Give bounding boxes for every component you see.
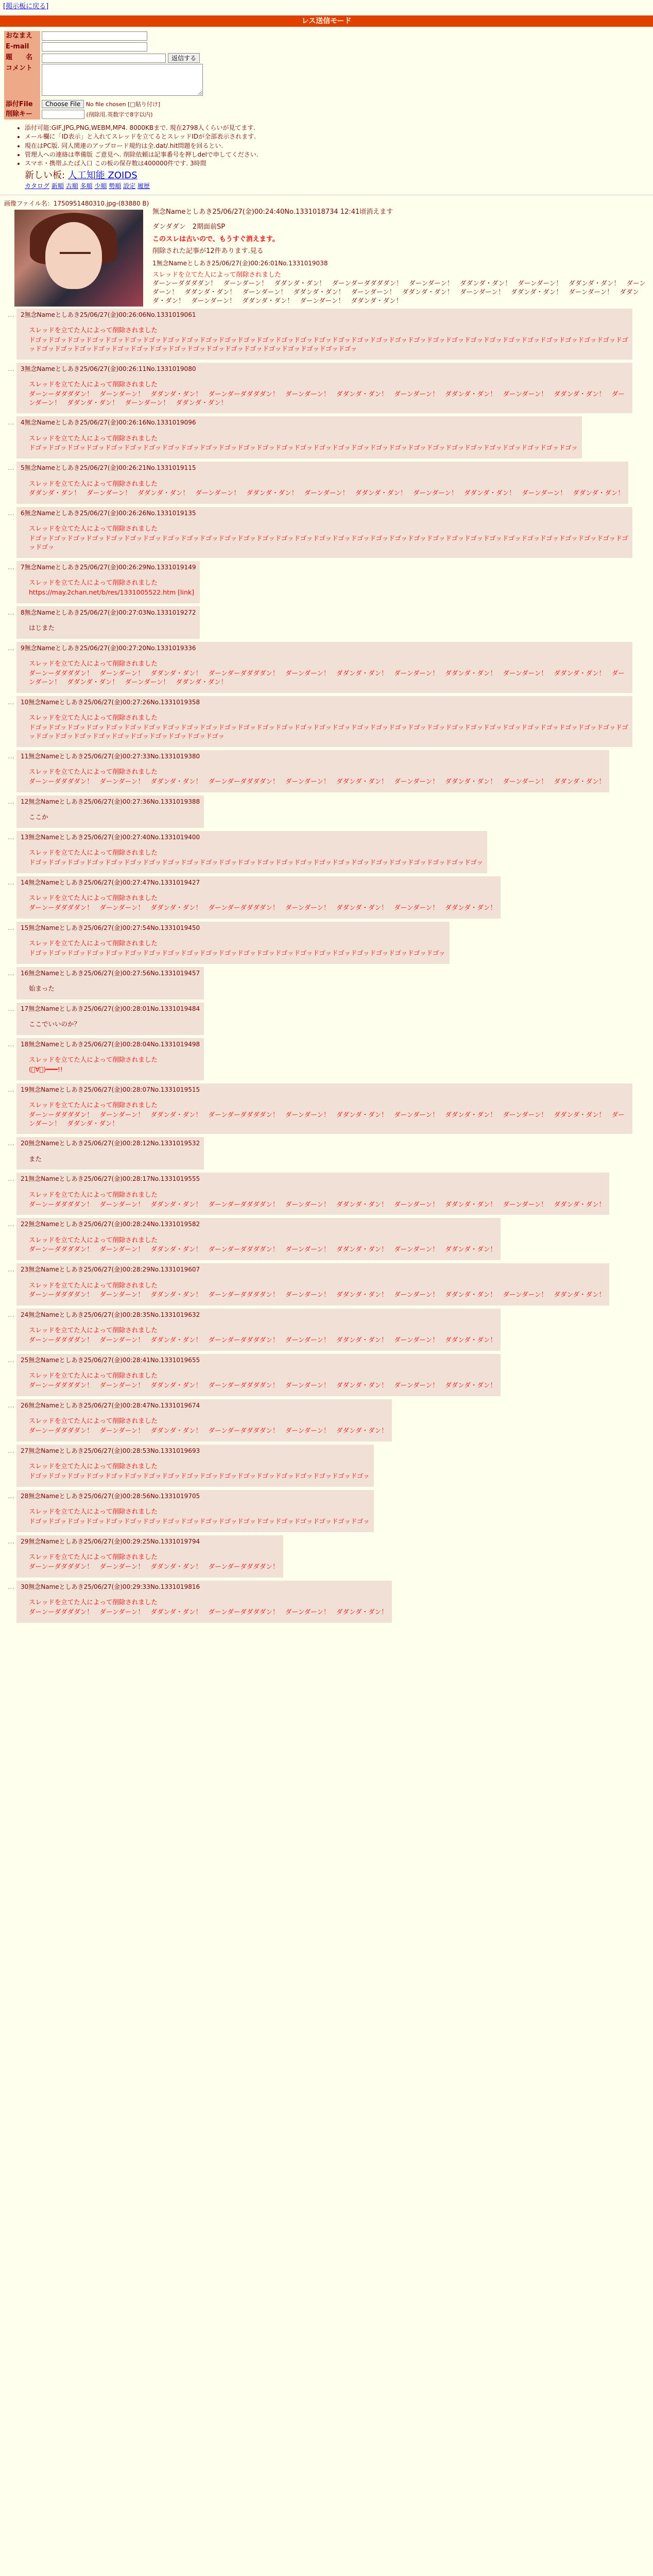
- reply-text: ダーンーダダダダン！ ダーンダーン！ ダダンダ・ダン！ ダーンダーダダダダン！ ダーンダーン！ ダダンダ・ダン！ ダーンダーン！ ダダンダ・ダン！: [29, 1336, 497, 1344]
- rule-item: • 現在はPC版. 同人関連のアップロード規約は全.dat/.hit問題を回るとい.: [25, 142, 653, 150]
- reply-body: [29, 1417, 388, 1435]
- reply-meta[interactable]: 13無念Nameとしあき25/06/27(金)00:27:40No.1331019400: [21, 833, 200, 841]
- deleted-note: スレッドを立てた人によって削除されました: [29, 659, 158, 668]
- reply-body: [29, 939, 445, 958]
- reply-text: ドゴッドゴッドゴッドゴッドゴッドゴッドゴッドゴッドゴッドゴッドゴッドゴッドゴッドゴッドゴッドゴッドゴッドゴッドゴッドゴッドゴッドゴッ: [29, 948, 445, 957]
- reply-indent: …: [8, 798, 14, 806]
- reply-post: [16, 876, 501, 919]
- sort-few-link[interactable]: 少順: [94, 182, 107, 190]
- rule-item: • メール欄に「ID表示」と入れてスレッドを立てるとスレッドIDが全部表示されます.: [25, 132, 653, 141]
- reply-post: [16, 831, 487, 873]
- deleted-note: スレッドを立てた人によって削除されました: [29, 1281, 158, 1289]
- reply-text: ダダンダ・ダン！ ダーンダーン！ ダダンダ・ダン！ ダーンダーン！ ダダンダ・ダン！ ダーンダーン！ ダダンダ・ダン！ ダーンダーン！ ダダンダ・ダン！ ダーンダーン！ ダダンダ・ダン！: [29, 489, 625, 497]
- comment-textarea[interactable]: [42, 64, 203, 96]
- reply-meta[interactable]: 23無念Nameとしあき25/06/27(金)00:28:29No.1331019607: [21, 1266, 200, 1274]
- reply-post: [16, 750, 609, 792]
- reply-row: [4, 1354, 649, 1396]
- reply-text: ダーンーダダダダン！ ダーンダーン！ ダダンダ・ダン！ ダーンダーダダダダン！ ダーンダーン！ ダダンダ・ダン！ ダーンダーン！ ダダンダ・ダン！ ダーンダーン！ ダダンダ・ダン！: [29, 777, 606, 785]
- reply-body: [29, 1155, 200, 1164]
- reply-post: [16, 1003, 204, 1035]
- reply-meta[interactable]: 12無念Nameとしあき25/06/27(金)00:27:36No.1331019388: [21, 798, 200, 805]
- reply-post: [16, 642, 632, 693]
- reply-row: [4, 1535, 649, 1578]
- reply-body: [29, 1101, 628, 1128]
- reply-meta[interactable]: 20無念Nameとしあき25/06/27(金)00:28:12No.1331019532: [21, 1140, 200, 1147]
- reply-meta[interactable]: 18無念Nameとしあき25/06/27(金)00:28:04No.1331019498: [21, 1040, 200, 1048]
- reply-row: [4, 1137, 649, 1170]
- reply-indent: …: [8, 924, 14, 932]
- email-label: E-mail: [4, 42, 40, 53]
- reply-indent: …: [8, 510, 14, 518]
- reply-post: [16, 922, 450, 964]
- reply-post: [16, 462, 628, 504]
- reply-post: [16, 1083, 632, 1134]
- reply-post: [16, 1263, 609, 1306]
- reply-indent: …: [8, 1447, 14, 1455]
- deleted-note: スレッドを立てた人によって削除されました: [29, 524, 158, 533]
- reply-row: [4, 1173, 649, 1215]
- history-link[interactable]: 履歴: [137, 182, 150, 190]
- reply-meta[interactable]: 10無念Nameとしあき25/06/27(金)00:27:26No.1331019358: [21, 698, 200, 706]
- op-first-reply-meta: 1無念Nameとしあき25/06/27(金)00:26:01No.1331019038: [152, 259, 328, 267]
- op-expiry: 12:41頃消えます: [340, 208, 393, 216]
- reply-meta[interactable]: 24無念Nameとしあき25/06/27(金)00:28:35No.1331019632: [21, 1311, 200, 1319]
- reply-meta[interactable]: 7無念Nameとしあき25/06/27(金)00:26:29No.1331019149: [21, 564, 196, 571]
- reply-list: [4, 309, 649, 1623]
- reply-row: [4, 309, 649, 360]
- deleted-note: スレッドを立てた人によって削除されました: [29, 1462, 158, 1470]
- reply-text: ダーンーダダダダン！ ダーンダーン！ ダダンダ・ダン！ ダーンダーダダダダン！ ダーンダーン！ ダダンダ・ダン！ ダーンダーン！ ダダンダ・ダン！ ダーンダーン！ ダダンダ・ダン！ ダーンダーン！ ダダンダ・ダン！ ダーンダーン！ ダダンダ・ダン！ ダーンダーン！ ダダンダ・ダン！ ダーンダーン！ ダダンダ・ダン！ ダーンダーン！ ダダンダ・ダン！ ダーンダーン！ ダダンダ・ダン！: [152, 279, 646, 304]
- sort-many-link[interactable]: 多順: [80, 182, 93, 190]
- reply-indent: …: [8, 464, 14, 472]
- email-input[interactable]: [42, 42, 147, 52]
- reply-text: ダーンーダダダダン！ ダーンダーン！ ダダンダ・ダン！ ダーンダーダダダダン！ ダーンダーン！ ダダンダ・ダン！ ダーンダーン！ ダダンダ・ダン！: [29, 1245, 497, 1253]
- deleted-note: スレッドを立てた人によって削除されました: [29, 714, 158, 722]
- reply-meta[interactable]: 19無念Nameとしあき25/06/27(金)00:28:07No.1331019515: [21, 1086, 200, 1093]
- reply-body: [29, 985, 200, 993]
- op-warning: このスレは古いので、もうすぐ消えます。: [152, 235, 279, 243]
- reply-indent: …: [8, 645, 14, 653]
- new-board-link[interactable]: 人工知能 ZOIDS: [67, 170, 138, 181]
- reply-row: [4, 967, 649, 999]
- reply-post: [16, 696, 632, 747]
- reply-post: [16, 1490, 374, 1532]
- reply-text: ドゴッドゴッドゴッドゴッドゴッドゴッドゴッドゴッドゴッドゴッドゴッドゴッドゴッドゴッドゴッドゴッドゴッドゴッドゴッドゴッドゴッドゴッドゴッドゴッドゴッドゴッドゴッドゴッドゴッドゴッドゴッドゴッドゴッドゴッドゴッドゴッドゴッドゴッドゴッドゴッドゴッドゴッドゴッドゴッドゴッドゴッドゴッドゴッドゴッ: [29, 335, 628, 352]
- rule-item: • 管理人への連絡は準備版 ご意見へ. 削除依頼は記事番号を押しdelで申してください.: [25, 150, 653, 159]
- back-to-board-link[interactable]: [掲示板に戻る]: [3, 3, 49, 10]
- reply-text: ダーンーダダダダン！ ダーンダーン！ ダダンダ・ダン！ ダーンダーダダダダン！ ダーンダーン！ ダダンダ・ダン！ ダーンダーン！ ダダンダ・ダン！ ダーンダーン！ ダダンダ・ダン！: [29, 1291, 606, 1299]
- reply-meta[interactable]: 29無念Nameとしあき25/06/27(金)00:29:25No.1331019794: [21, 1537, 200, 1545]
- reply-post: [16, 309, 632, 360]
- reply-row: [4, 750, 649, 792]
- reply-meta[interactable]: 17無念Nameとしあき25/06/27(金)00:28:01No.1331019484: [21, 1005, 200, 1012]
- reply-indent: …: [8, 1086, 14, 1094]
- reply-body: [29, 524, 628, 552]
- reply-body: [29, 1326, 496, 1345]
- op-body-line: ダンダダン 2期面前SP: [152, 223, 226, 231]
- reply-row: [4, 1445, 649, 1487]
- op-meta: 無念Nameとしあき25/06/27(金)00:24:40No.1331018734: [152, 208, 338, 216]
- deleted-note: スレッドを立てた人によって削除されました: [29, 767, 158, 775]
- reply-body: [29, 714, 628, 741]
- file-label: 添付File: [4, 99, 40, 110]
- reply-row: [4, 876, 649, 919]
- reply-post: [16, 561, 200, 603]
- reply-text: ダーンーダダダダン！ ダーンダーン！ ダダンダ・ダン！ ダーンダーダダダダン！ ダーンダーン！ ダダンダ・ダン！: [29, 1607, 388, 1616]
- reply-indent: …: [8, 833, 14, 841]
- reply-text: ここでいいのか？: [29, 1020, 81, 1028]
- reply-text: ドゴッドゴッドゴッドゴッドゴッドゴッドゴッドゴッドゴッドゴッドゴッドゴッドゴッドゴッドゴッドゴッドゴッドゴッドゴッドゴッドゴッドゴッドゴッドゴッドゴッドゴッドゴッドゴッドゴッドゴッドゴッドゴッドゴッドゴッドゴッドゴッドゴッドゴッドゴッドゴッドゴッドゴッ: [29, 723, 628, 740]
- reply-row: [4, 696, 649, 747]
- reply-row: [4, 1218, 649, 1260]
- name-input[interactable]: [42, 31, 147, 41]
- reply-body: [29, 1056, 200, 1074]
- deleted-note: スレッドを立てた人によって削除されました: [29, 1326, 158, 1334]
- reply-body: [29, 813, 200, 822]
- paint-checkbox[interactable]: [□貼り付け]: [128, 100, 161, 108]
- reply-text: ダーンーダダダダン！ ダーンダーン！ ダダンダ・ダン！ ダーンダーダダダダン！ ダーンダーン！ ダダンダ・ダン！ ダーンダーン！ ダダンダ・ダン！: [29, 1381, 497, 1389]
- reply-post: [16, 967, 204, 999]
- reply-indent: …: [8, 1005, 14, 1013]
- comment-label: コメント: [4, 63, 40, 99]
- reply-body: [29, 1553, 279, 1571]
- reply-indent: …: [8, 1140, 14, 1148]
- deleted-note: スレッドを立てた人によって削除されました: [29, 1055, 158, 1063]
- reply-text: ダーンーダダダダン！ ダーンダーン！ ダダンダ・ダン！ ダーンダーダダダダン！ ダーンダーン！ ダダンダ・ダン！ ダーンダーン！ ダダンダ・ダン！: [29, 903, 497, 911]
- deleted-note: スレッドを立てた人によって削除されました: [29, 434, 158, 442]
- reply-meta[interactable]: 11無念Nameとしあき25/06/27(金)00:27:33No.1331019380: [21, 752, 200, 760]
- rule-item: • 添付可能:GIF,JPG,PNG,WEBM,MP4. 8000KBまで. 現在2798人くらいが見てます.: [25, 124, 653, 132]
- deleted-note: スレッドを立てた人によって削除されました: [29, 1507, 158, 1516]
- reply-indent: …: [8, 1402, 14, 1410]
- reply-indent: …: [8, 609, 14, 617]
- choose-file-button[interactable]: Choose File: [42, 100, 84, 108]
- reply-row: [4, 1399, 649, 1442]
- deleted-note: スレッドを立てた人によって削除されました: [29, 1371, 158, 1380]
- reply-row: [4, 1038, 649, 1080]
- reply-body: [29, 1507, 370, 1526]
- reply-text: 始まった: [29, 984, 55, 992]
- reply-text: (ﾟ∀ﾟ)━━━!!: [29, 1065, 63, 1073]
- catalog-links: [25, 182, 653, 190]
- reply-row: [4, 1263, 649, 1306]
- op-image-eyes: [60, 252, 91, 260]
- reply-meta[interactable]: 21無念Nameとしあき25/06/27(金)00:28:17No.1331019555: [21, 1175, 200, 1183]
- reply-text: ダーンーダダダダン！ ダーンダーン！ ダダンダ・ダン！ ダーンダーダダダダン！: [29, 1563, 279, 1571]
- reply-text: https://may.2chan.net/b/res/1331005522.htm [link]: [29, 588, 195, 597]
- post-form: [4, 31, 204, 120]
- reply-post: [16, 507, 632, 558]
- deleted-note: スレッドを立てた人によって削除されました: [29, 380, 158, 388]
- reply-post: [16, 1038, 204, 1080]
- reply-meta[interactable]: 2無念Nameとしあき25/06/27(金)00:26:06No.1331019061: [21, 311, 196, 318]
- reply-indent: …: [8, 969, 14, 977]
- reply-indent: …: [8, 311, 14, 319]
- reply-indent: …: [8, 1357, 14, 1365]
- op-image[interactable]: [14, 210, 143, 307]
- reply-post: [16, 1309, 501, 1351]
- new-board: [25, 170, 653, 182]
- reply-body: [29, 1598, 388, 1617]
- reply-text: ここか: [29, 812, 48, 821]
- reply-text: ダーンーダダダダン！ ダーンダーン！ ダダンダ・ダン！ ダーンダーダダダダン！ ダーンダーン！ ダダンダ・ダン！ ダーンダーン！ ダダンダ・ダン！ ダーンダーン！ ダダンダ・ダン！: [29, 1200, 606, 1208]
- reply-body: [29, 768, 605, 786]
- reply-row: [4, 1581, 649, 1623]
- reply-indent: …: [8, 1221, 14, 1229]
- reply-body: [29, 1020, 200, 1029]
- reply-post: [16, 1354, 501, 1396]
- reply-row: [4, 561, 649, 603]
- reply-body: [29, 849, 483, 867]
- reply-meta[interactable]: 25無念Nameとしあき25/06/27(金)00:28:41No.1331019655: [21, 1357, 200, 1364]
- reply-post: [16, 1445, 374, 1487]
- reply-indent: …: [8, 878, 14, 887]
- deleted-note: スレッドを立てた人によって削除されました: [29, 1598, 158, 1606]
- deleted-note: スレッドを立てた人によって削除されました: [29, 1190, 158, 1198]
- reply-indent: …: [8, 365, 14, 373]
- reply-indent: …: [8, 1493, 14, 1501]
- submit-button[interactable]: 返信する: [168, 53, 200, 63]
- reply-indent: …: [8, 1175, 14, 1183]
- reply-text: はじまた: [29, 624, 55, 632]
- reply-post: [16, 795, 204, 828]
- sort-old-link[interactable]: 古順: [65, 182, 78, 190]
- reply-meta[interactable]: 8無念Nameとしあき25/06/27(金)00:27:03No.1331019272: [21, 609, 196, 617]
- reply-indent: …: [8, 419, 14, 427]
- reply-body: [29, 480, 624, 498]
- password-note: (削除用.英数字で8字以内): [86, 111, 153, 118]
- reply-meta[interactable]: 15無念Nameとしあき25/06/27(金)00:27:54No.1331019450: [21, 924, 200, 931]
- reply-row: [4, 1309, 649, 1351]
- reply-text: ダーンーダダダダン！ ダーンダーン！ ダダンダ・ダン！ ダーンダーダダダダン！ ダーンダーン！ ダダンダ・ダン！: [29, 1427, 388, 1435]
- thread: [0, 199, 653, 1623]
- reply-text: ダーンーダダダダン！ ダーンダーン！ ダダンダ・ダン！ ダーンダーダダダダン！ ダーンダーン！ ダダンダ・ダン！ ダーンダーン！ ダダンダ・ダン！ ダーンダーン！ ダダンダ・ダン！ ダーンダーン！ ダダンダ・ダン！ ダーンダーン！ ダダンダ・ダン！: [29, 389, 625, 406]
- reply-meta[interactable]: 5無念Nameとしあき25/06/27(金)00:26:21No.1331019115: [21, 464, 196, 472]
- reply-meta[interactable]: 16無念Nameとしあき25/06/27(金)00:27:56No.1331019457: [21, 969, 200, 977]
- reply-post: [16, 416, 582, 459]
- op-file-line[interactable]: 画像ファイル名：1750951480310.jpg-(83880 B): [4, 199, 149, 207]
- subject-input[interactable]: [42, 54, 166, 63]
- reply-row: [4, 416, 649, 459]
- reply-body: [29, 1191, 605, 1209]
- rules-list: [25, 124, 653, 167]
- reply-indent: …: [8, 752, 14, 760]
- reply-post: [16, 1581, 392, 1623]
- reply-body: [29, 1281, 605, 1300]
- reply-indent: …: [8, 1537, 14, 1546]
- reply-indent: …: [8, 1311, 14, 1319]
- reply-meta[interactable]: 22無念Nameとしあき25/06/27(金)00:28:24No.1331019582: [21, 1221, 200, 1228]
- reply-row: [4, 606, 649, 639]
- reply-row: [4, 1490, 649, 1532]
- reply-text: ドゴッドゴッドゴッドゴッドゴッドゴッドゴッドゴッドゴッドゴッドゴッドゴッドゴッドゴッドゴッドゴッドゴッドゴッ: [29, 1517, 370, 1526]
- reply-post: [16, 606, 200, 639]
- file-status: No file chosen: [85, 100, 126, 108]
- reply-meta[interactable]: 6無念Nameとしあき25/06/27(金)00:26:26No.1331019135: [21, 510, 196, 517]
- reply-body: [29, 380, 628, 408]
- reply-row: [4, 642, 649, 693]
- reply-text: ドゴッドゴッドゴッドゴッドゴッドゴッドゴッドゴッドゴッドゴッドゴッドゴッドゴッドゴッドゴッドゴッドゴッドゴッドゴッドゴッドゴッドゴッドゴッドゴッ: [29, 858, 484, 866]
- settings-link[interactable]: 設定: [123, 182, 136, 190]
- sort-momentum-link[interactable]: 勢順: [109, 182, 122, 190]
- new-board-label: 新しい板:: [25, 170, 65, 181]
- deleted-note: スレッドを立てた人によって削除されました: [29, 1235, 158, 1244]
- reply-meta[interactable]: 3無念Nameとしあき25/06/27(金)00:26:11No.1331019080: [21, 365, 196, 372]
- mode-bar: レス送信モード: [0, 15, 653, 27]
- reply-indent: …: [8, 698, 14, 706]
- reply-indent: …: [8, 564, 14, 572]
- reply-row: [4, 922, 649, 964]
- reply-text: ダーンーダダダダン！ ダーンダーン！ ダダンダ・ダン！ ダーンダーダダダダン！ ダーンダーン！ ダダンダ・ダン！ ダーンダーン！ ダダンダ・ダン！ ダーンダーン！ ダダンダ・ダン！ ダーンダーン！ ダダンダ・ダン！ ダーンダーン！ ダダンダ・ダン！: [29, 669, 625, 686]
- reply-text: ドゴッドゴッドゴッドゴッドゴッドゴッドゴッドゴッドゴッドゴッドゴッドゴッドゴッドゴッドゴッドゴッドゴッドゴッ: [29, 1472, 370, 1480]
- reply-post: [16, 1137, 204, 1170]
- reply-meta[interactable]: 30無念Nameとしあき25/06/27(金)00:29:33No.1331019816: [21, 1583, 200, 1590]
- catalog-link[interactable]: カタログ: [25, 182, 50, 190]
- reply-meta[interactable]: 27無念Nameとしあき25/06/27(金)00:28:53No.1331019693: [21, 1447, 200, 1455]
- reply-row: [4, 795, 649, 828]
- deleted-note: スレッドを立てた人によって削除されました: [29, 1417, 158, 1425]
- reply-post: [16, 363, 632, 414]
- reply-body: [29, 434, 578, 453]
- deleted-note: スレッドを立てた人によって削除されました: [29, 1553, 158, 1561]
- reply-post: [16, 1173, 609, 1215]
- deleted-note: スレッドを立てた人によって削除されました: [29, 893, 158, 902]
- deleted-note: スレッドを立てた人によって削除されました: [29, 1100, 158, 1109]
- deleted-note: スレッドを立てた人によって削除されました: [29, 579, 158, 587]
- reply-meta[interactable]: 28無念Nameとしあき25/06/27(金)00:28:56No.1331019705: [21, 1493, 200, 1500]
- reply-text: ドゴッドゴッドゴッドゴッドゴッドゴッドゴッドゴッドゴッドゴッドゴッドゴッドゴッドゴッドゴッドゴッドゴッドゴッドゴッドゴッドゴッドゴッドゴッドゴッドゴッドゴッドゴッドゴッドゴッ: [29, 444, 578, 452]
- reply-text: ドゴッドゴッドゴッドゴッドゴッドゴッドゴッドゴッドゴッドゴッドゴッドゴッドゴッドゴッドゴッドゴッドゴッドゴッドゴッドゴッドゴッドゴッドゴッドゴッドゴッドゴッドゴッドゴッドゴッドゴッドゴッドゴッドゴッ: [29, 534, 628, 551]
- deleted-note: スレッドを立てた人によって削除されました: [29, 848, 158, 856]
- reply-meta[interactable]: 9無念Nameとしあき25/06/27(金)00:27:20No.1331019336: [21, 645, 196, 652]
- reply-body: [29, 579, 196, 597]
- deleted-note: スレッドを立てた人によって削除されました: [29, 479, 158, 487]
- reply-body: [29, 1462, 370, 1481]
- reply-row: [4, 462, 649, 504]
- deleted-note: スレッドを立てた人によって削除されました: [29, 326, 158, 334]
- reply-post: [16, 1535, 283, 1578]
- op-deleted-count: 削除された記事が12件あります.見る: [152, 247, 264, 256]
- reply-text: ダーンーダダダダン！ ダーンダーン！ ダダンダ・ダン！ ダーンダーダダダダン！ ダーンダーン！ ダダンダ・ダン！ ダーンダーン！ ダダンダ・ダン！ ダーンダーン！ ダダンダ・ダン！ ダーンダーン！ ダダンダ・ダン！: [29, 1110, 625, 1127]
- subject-label: 題 名: [4, 53, 40, 64]
- reply-body: [29, 894, 496, 912]
- deleted-note: スレッドを立てた人によって削除されました: [29, 939, 158, 947]
- reply-post: [16, 1218, 501, 1260]
- reply-row: [4, 1083, 649, 1134]
- reply-body: [29, 1371, 496, 1390]
- password-label: 削除キー: [4, 109, 40, 120]
- reply-meta[interactable]: 14無念Nameとしあき25/06/27(金)00:27:47No.1331019427: [21, 878, 200, 886]
- reply-body: [29, 326, 628, 353]
- reply-body: [29, 624, 196, 633]
- reply-body: [29, 659, 628, 687]
- sort-new-link[interactable]: 新順: [51, 182, 64, 190]
- reply-indent: …: [8, 1040, 14, 1048]
- name-label: おなまえ: [4, 31, 40, 42]
- rule-item: • スマホ・携帯ふたば入口 この板の保存数は400000件です. 3時間: [25, 159, 653, 167]
- reply-meta[interactable]: 4無念Nameとしあき25/06/27(金)00:26:16No.1331019096: [21, 419, 196, 427]
- password-input[interactable]: [42, 110, 84, 119]
- reply-indent: …: [8, 1583, 14, 1591]
- reply-row: [4, 363, 649, 414]
- reply-post: [16, 1399, 392, 1442]
- reply-meta[interactable]: 26無念Nameとしあき25/06/27(金)00:28:47No.1331019674: [21, 1402, 200, 1410]
- deleted-note: スレッドを立てた人によって削除されました: [152, 270, 281, 279]
- reply-row: [4, 1003, 649, 1035]
- reply-body: [29, 1236, 496, 1255]
- reply-row: [4, 507, 649, 558]
- reply-indent: …: [8, 1266, 14, 1274]
- reply-text: また: [29, 1155, 42, 1163]
- reply-row: [4, 831, 649, 873]
